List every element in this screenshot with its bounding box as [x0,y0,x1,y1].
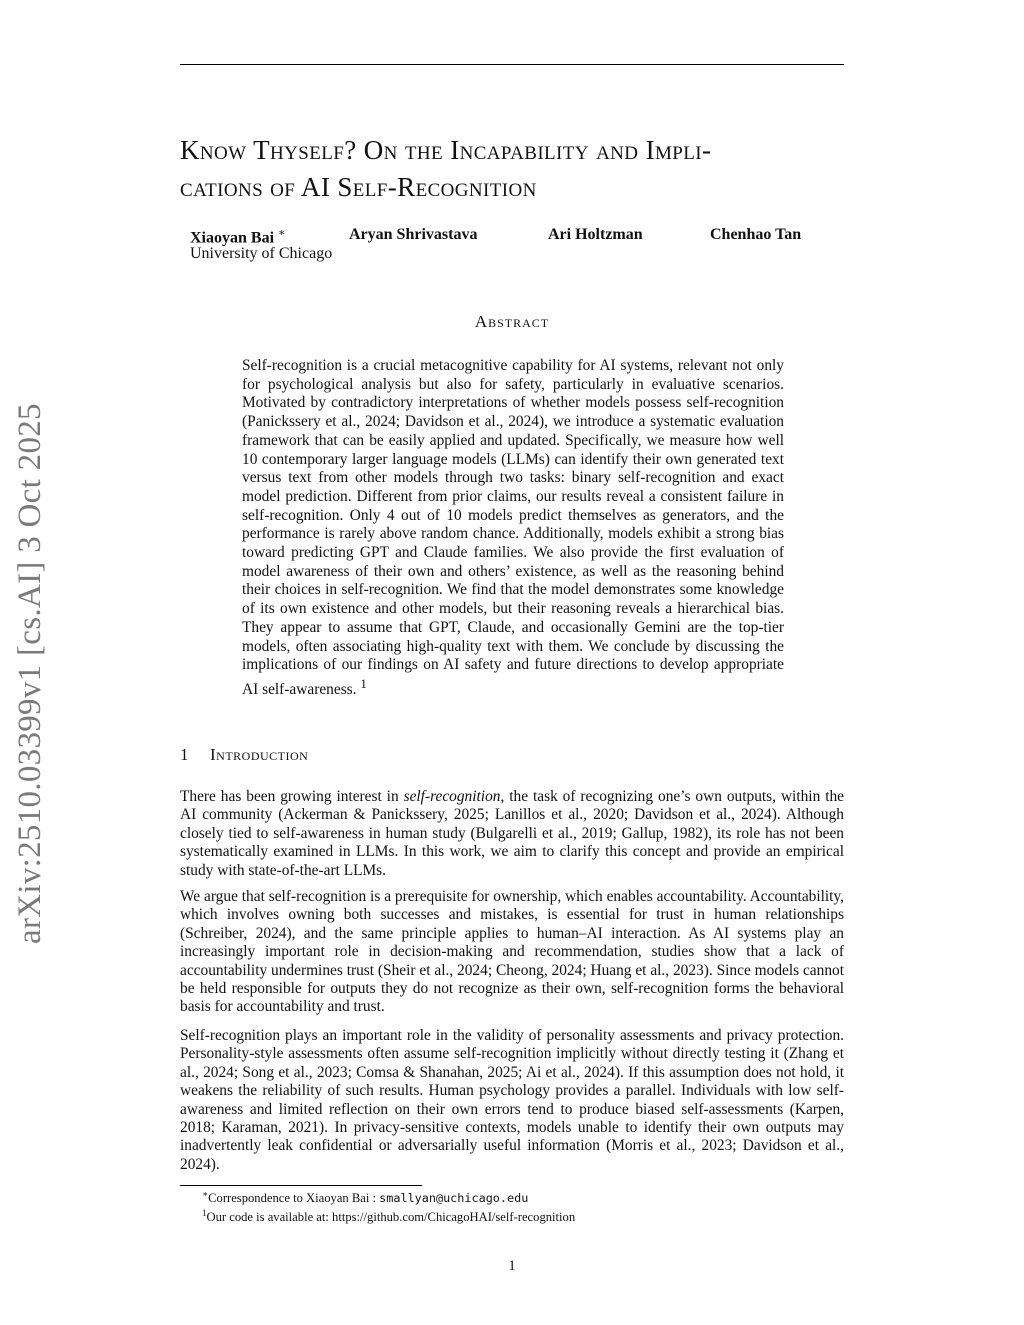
author-2: Aryan Shrivastava [349,226,478,243]
section-heading-introduction [180,745,308,765]
author-1: Xiaoyan Bai ∗ [190,227,286,247]
intro-paragraph-3: Self-recognition plays an important role in the validity of personality assessments and privacy protection. Personality-style assessments often assume self-recognition implicitly without directly testing it (Zhang et al., 2024; Song et al., 2023; Comsa & Shanahan, 2025; Ai et al., 2024). If this assumption does not hold, it weakens the reliability of such results. Human psychology provides a parallel. Individuals with low self-awareness and limited reflection on their own errors tend to produce biased self-assessments (Karpen, 2018; Karaman, 2021). In privacy-sensitive contexts, models unable to identify their own outputs may inadvertently leak confidential or adversarially useful information (Morris et al., 2023; Davidson et al., 2024). [180,1027,844,1173]
title-line-1: Know Thyself? On the Incapability and Impli- [180,135,712,165]
title-line-2: cations of AI Self-Recognition [180,172,537,202]
author-3: Ari Holtzman [548,226,643,243]
arxiv-stamp-text: arXiv:2510.03399v1 [cs.AI] 3 Oct 2025 [12,403,48,944]
abstract-footnote-mark: 1 [360,676,367,691]
intro-paragraph-2: We argue that self-recognition is a prerequisite for ownership, which enables accountability. Accountability, which involves owning both successes and mistakes, is essential for trust in human relationships (Schreiber, 2024), and the same principle applies to human–AI interaction. As AI systems play an increasingly important role in decision-making and recommendation, studies show that a lack of accountability undermines trust (Sheir et al., 2024; Cheong, 2024; Huang et al., 2023). Since models cannot be held responsible for outputs they do not recognize as their own, self-recognition forms the behavioral basis for accountability and trust. [180,888,844,1016]
footnote-code-link: $^1$Our code is available at: https://github.com/ChicagoHAI/self-recognition [202,1208,576,1225]
section-title: Introduction [210,745,309,764]
affiliation: University of Chicago [190,245,333,262]
top-rule [180,64,844,65]
author-4: Chenhao Tan [710,226,802,243]
section-number: 1 [180,745,189,764]
intro-paragraph-1: There has been growing interest in self-recognition, the task of recognizing one’s own outputs, within the AI community (Ackerman & Panickssery, 2025; Lanillos et al., 2020; Davidson et al., 2024). Although closely tied to self-awareness in human study (Bulgarelli et al., 2019; Gallup, 1982), its role has not been systematically examined in LLMs. In this work, we aim to clarify this concept and provide an empirical study with state-of-the-art LLMs. [180,788,844,879]
correspondence-email: smallyan@uchicago.edu [379,1191,529,1206]
paper-title [180,132,844,206]
author-1-mark: ∗ [278,227,286,239]
abstract-heading: Abstract [474,312,550,331]
footnote-correspondence: ∗Correspondence to Xiaoyan Bai : smallyan@uchicago.edu [202,1189,529,1206]
footnote-rule [180,1185,422,1186]
arxiv-stamp [0,0,48,944]
page-number: 1 [508,1258,516,1274]
abstract-text: Self-recognition is a crucial metacognitive capability for AI systems, relevant not only for psychological analysis but also for safety, particularly in evaluative scenarios. Motivated by contradictory interpretations of whether models possess self-recognition (Panickssery et al., 2024; Davidson et al., 2024), we introduce a systematic evaluation framework that can be easily applied and updated. Specifically, we measure how well 10 contemporary larger language models (LLMs) can identify their own generated text versus text from other models through two tasks: binary self-recognition and exact model prediction. Different from prior claims, our results reveal a consistent failure in self-recognition. Only 4 out of 10 models predict themselves as generators, and the performance is rarely above random chance. Additionally, models exhibit a strong bias toward predicting GPT and Claude families. We also provide the first evaluation of model awareness of their own and others’ existence, as well as the reasoning behind their choices in self-recognition. We find that the model demonstrates some knowledge of its own existence and other models, but their reasoning reveals a hierarchical bias. They appear to assume that GPT, Claude, and occasionally Gemini are the top-tier models, often associating high-quality text with them. We conclude by discussing the implications of our findings on AI safety and future directions to develop appropriate AI self-awareness. $^1$ [242,357,784,699]
emphasis-self-recognition: self-recognition [403,788,501,805]
